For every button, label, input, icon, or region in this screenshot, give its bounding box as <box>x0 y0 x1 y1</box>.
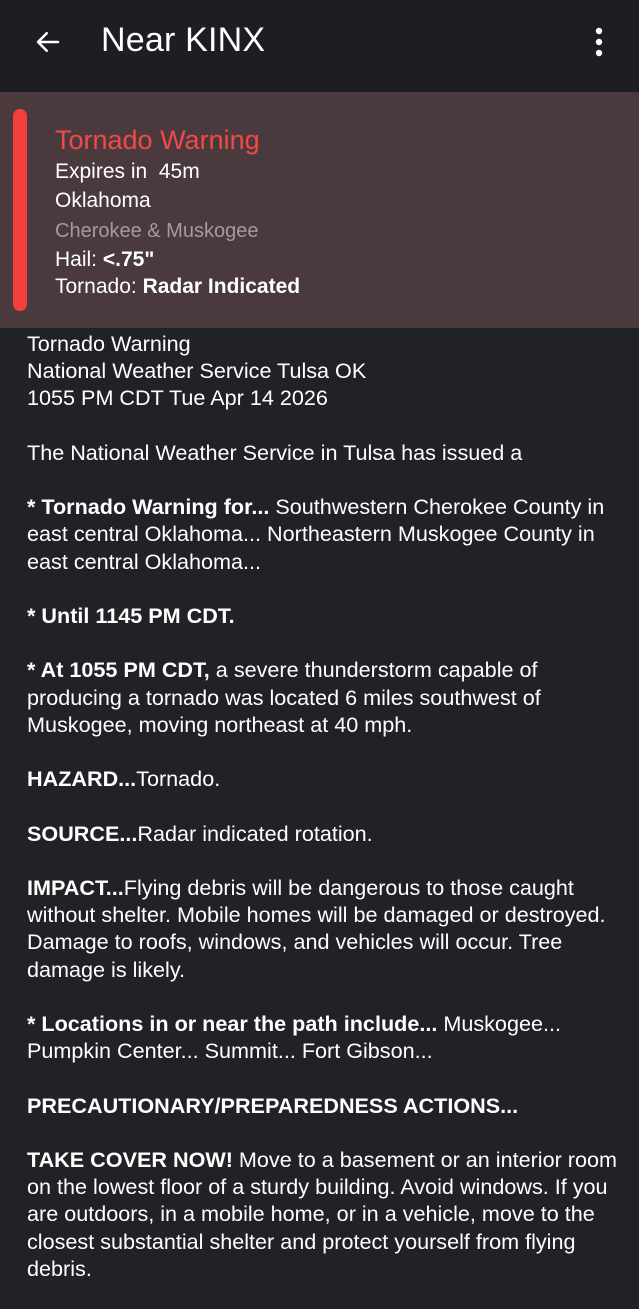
take-cover-text: Move to a basement or an interior room on the lowest floor of a sturdy building. Avoid windows. If you are outdoors, in a mobile home, or in a vehicle, move to the closest substantial shelter and protect yourself from flying debris. <box>27 1146 618 1281</box>
at-label: * At 1055 PM CDT, <box>27 657 210 683</box>
bulletin-at <box>27 656 617 738</box>
warning-for-label: * Tornado Warning for... <box>27 494 270 520</box>
hazard-text: Tornado. <box>136 766 221 792</box>
tornado-label: Tornado: <box>55 275 143 298</box>
source-text: Radar indicated rotation. <box>137 820 373 846</box>
precautionary-label: PRECAUTIONARY/PREPAREDNESS ACTIONS... <box>27 1092 519 1118</box>
bulletin-issued-time: 1055 PM CDT Tue Apr 14 2026 <box>27 385 328 411</box>
bulletin-until <box>27 602 617 629</box>
arrow-left-icon <box>33 27 63 57</box>
alert-counties: Cherokee & Muskogee <box>55 220 259 242</box>
impact-label: IMPACT... <box>27 874 124 900</box>
locations-text: Muskogee... Pumpkin Center... Summit... Fort Gibson... <box>27 1010 561 1064</box>
take-cover-label: TAKE COVER NOW! <box>27 1146 233 1172</box>
app-bar <box>0 0 639 92</box>
alert-title: Tornado Warning <box>55 125 260 155</box>
until-label: * Until 1145 PM CDT. <box>27 602 235 628</box>
page-title: Near KINX <box>101 21 266 59</box>
bulletin-locations <box>27 1010 617 1064</box>
alert-severity-bar <box>13 109 27 311</box>
bulletin-product: Tornado Warning <box>27 331 191 356</box>
tornado-value: Radar Indicated <box>142 275 301 298</box>
bulletin-source <box>27 820 617 847</box>
bulletin-intro: The National Weather Service in Tulsa has issued a <box>27 439 523 465</box>
bulletin-impact <box>27 874 617 983</box>
alert-expires <box>55 159 200 185</box>
hazard-label: HAZARD... <box>27 766 137 792</box>
hail-label: Hail: <box>55 248 103 271</box>
overflow-menu-button[interactable] <box>579 20 619 64</box>
bulletin-precautionary-heading <box>27 1092 617 1119</box>
alert-state: Oklahoma <box>55 189 151 212</box>
locations-label: * Locations in or near the path include... <box>27 1010 438 1036</box>
source-label: SOURCE... <box>27 820 138 846</box>
more-vertical-icon <box>594 27 604 57</box>
warning-for-text: Southwestern Cherokee County in east central Oklahoma... Northeastern Muskogee County in east central Oklahoma... <box>27 494 605 574</box>
bulletin-office: National Weather Service Tulsa OK <box>27 358 367 384</box>
bulletin-hazard <box>27 765 617 792</box>
expires-value: 45m <box>158 160 200 183</box>
impact-text: Flying debris will be dangerous to those caught without shelter. Mobile homes will be damaged or destroyed. Damage to roofs, windows, and vehicles will occur. Tree damage is likely. <box>27 874 606 982</box>
alert-hail <box>55 247 154 273</box>
bulletin-take-cover <box>27 1146 617 1282</box>
warning-bulletin-text <box>27 330 617 1309</box>
back-button[interactable] <box>26 20 70 64</box>
alert-summary-card[interactable] <box>0 92 639 328</box>
expires-label: Expires in <box>55 160 148 183</box>
hail-value: <.75" <box>102 248 155 271</box>
alert-tornado <box>55 274 300 300</box>
bulletin-header <box>27 330 617 412</box>
bulletin-warning-for <box>27 493 617 575</box>
at-text: a severe thunderstorm capable of producing a tornado was located 6 miles southwest of Muskogee, moving northeast at 40 mph. <box>27 657 541 737</box>
